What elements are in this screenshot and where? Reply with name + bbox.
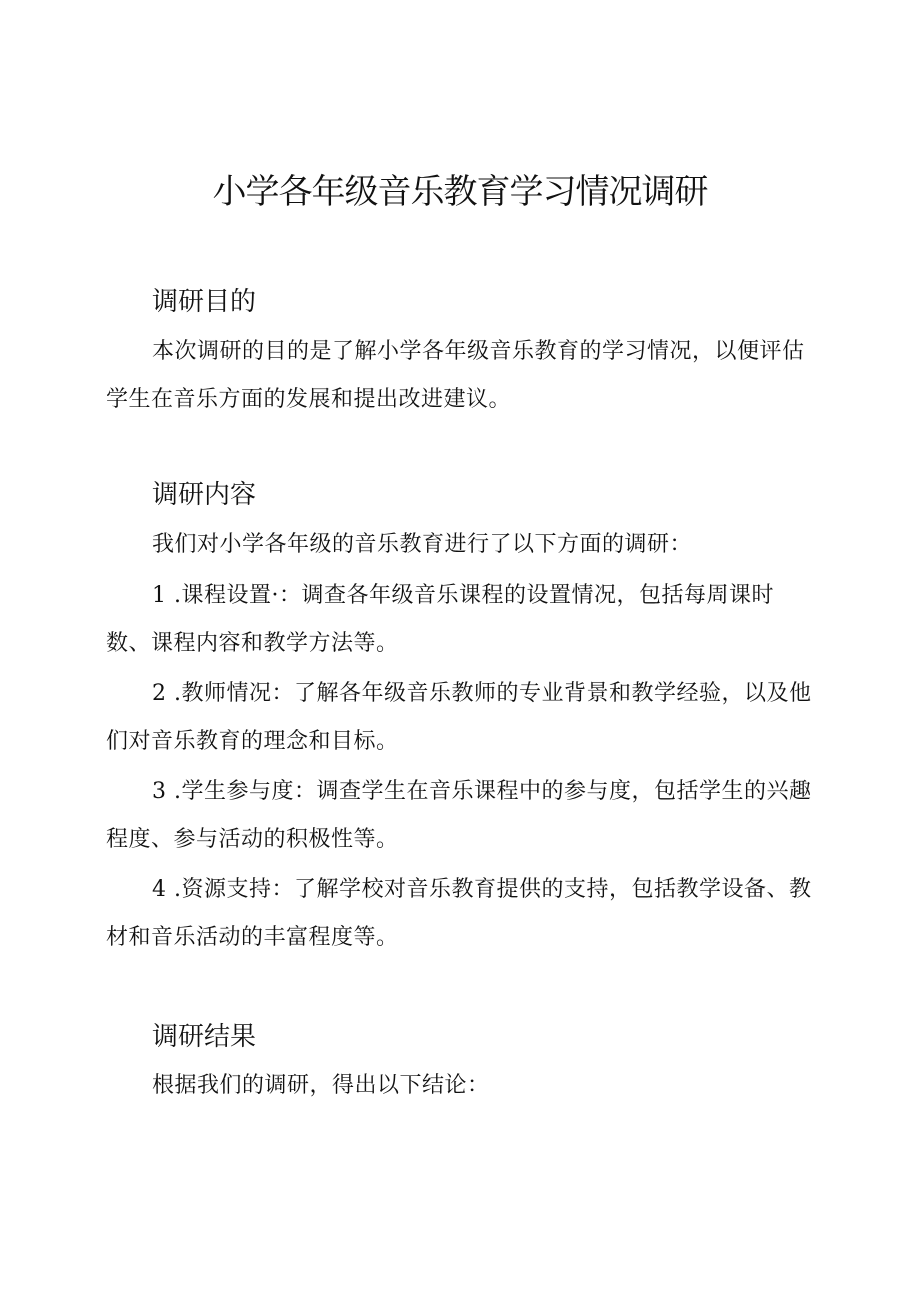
paragraph-results-intro: 根据我们的调研，得出以下结论： xyxy=(152,1073,490,1098)
list-item-participation: 3 .学生参与度：调查学生在音乐课程中的参与度，包括学生的兴趣程度、参与活动的积极性等。 xyxy=(106,779,812,852)
section-heading-content: 调研内容 xyxy=(152,480,257,510)
list-item-curriculum: 1 .课程设置·：调查各年级音乐课程的设置情况，包括每周课时数、课程内容和教学方法等。 xyxy=(106,583,774,656)
section-heading-results: 调研结果 xyxy=(152,1022,257,1052)
section-heading-purpose: 调研目的 xyxy=(152,287,257,317)
document-title: 小学各年级音乐教育学习情况调研 xyxy=(212,172,708,212)
list-item-resources: 4 .资源支持：了解学校对音乐教育提供的支持，包括教学设备、教材和音乐活动的丰富程度等。 xyxy=(106,877,812,950)
list-item-teachers: 2 .教师情况：了解各年级音乐教师的专业背景和教学经验，以及他们对音乐教育的理念和目标。 xyxy=(106,681,812,754)
paragraph-content-intro: 我们对小学各年级的音乐教育进行了以下方面的调研： xyxy=(152,532,693,557)
paragraph-purpose: 本次调研的目的是了解小学各年级音乐教育的学习情况，以便评估学生在音乐方面的发展和提出改进建议。 xyxy=(106,339,805,412)
